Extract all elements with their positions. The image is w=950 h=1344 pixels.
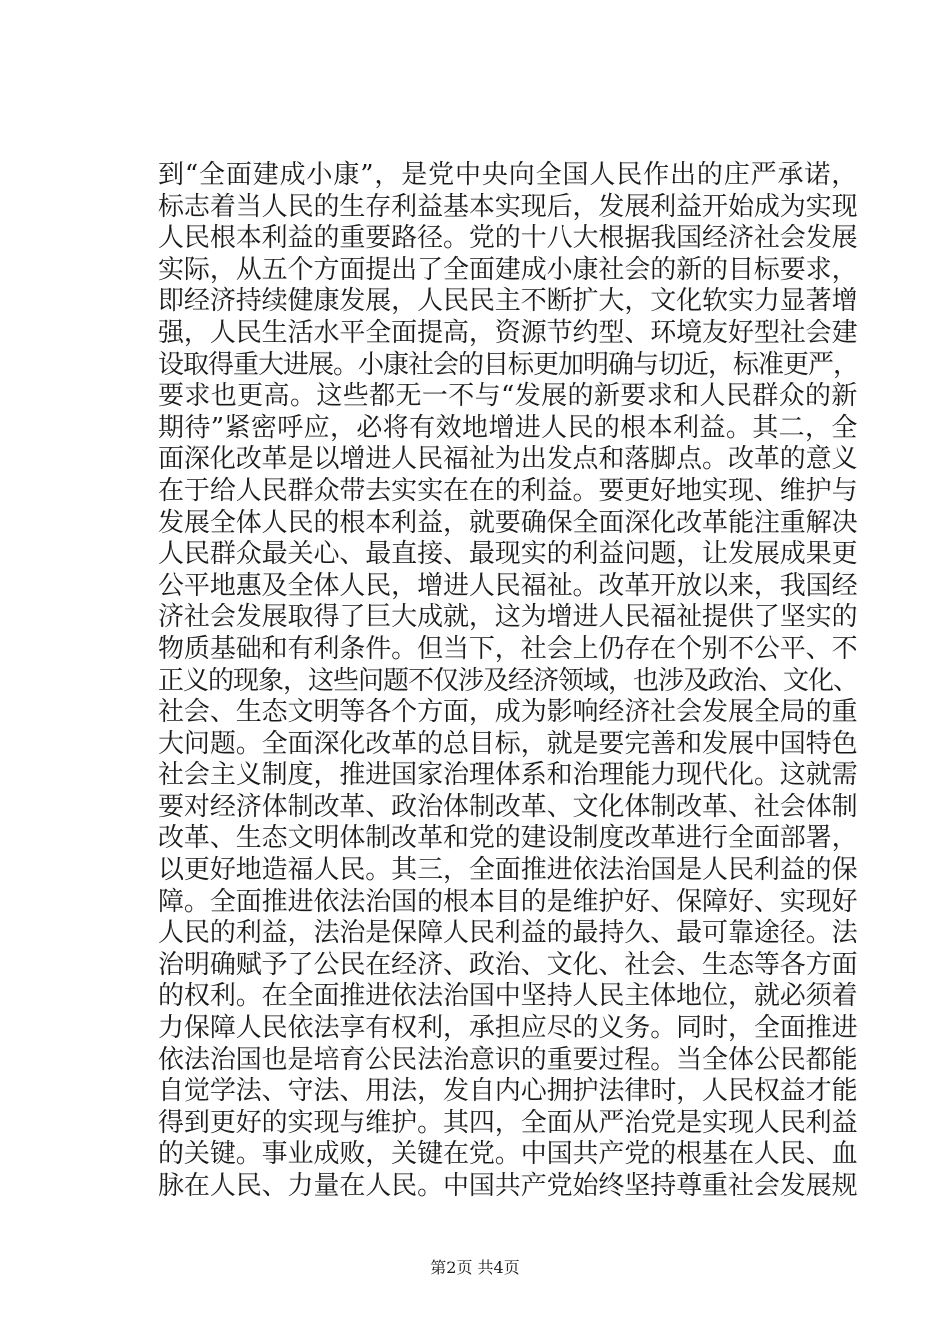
text-line: 社会主义制度，推进国家治理体系和治理能力现代化。这就需 <box>158 760 858 791</box>
text-line: 的关键。事业成败，关键在党。中国共产党的根基在人民、血 <box>158 1139 858 1170</box>
text-line: 设取得重大进展。小康社会的目标更加明确与切近，标准更严， <box>158 349 859 380</box>
text-line: 要求也更高。这些都无一不与“发展的新要求和人民群众的新 <box>158 381 858 412</box>
text-line: 正义的现象，这些问题不仅涉及经济领域，也涉及政治、文化、 <box>158 665 859 696</box>
text-line: 人民的利益，法治是保障人民利益的最持久、最可靠途径。法 <box>158 918 858 949</box>
text-line: 大问题。全面深化改革的总目标，就是要完善和发展中国特色 <box>158 728 858 759</box>
body-text <box>158 160 858 1203</box>
page-footer: 第2页 共4页 <box>430 1258 520 1277</box>
text-line: 得到更好的实现与维护。其四，全面从严治党是实现人民利益 <box>158 1107 858 1138</box>
text-line: 力保障人民依法享有权利，承担应尽的义务。同时，全面推进 <box>158 1013 858 1044</box>
text-line: 期待”紧密呼应，必将有效地增进人民的根本利益。其二，全 <box>158 412 858 443</box>
text-line: 物质基础和有利条件。但当下，社会上仍存在个别不公平、不 <box>158 633 858 664</box>
text-line: 发展全体人民的根本利益，就要确保全面深化改革能注重解决 <box>158 507 858 538</box>
text-line: 自觉学法、守法、用法，发自内心拥护法律时，人民权益才能 <box>158 1076 858 1107</box>
text-line: 改革、生态文明体制改革和党的建设制度改革进行全面部署， <box>158 823 858 854</box>
text-line: 标志着当人民的生存利益基本实现后，发展利益开始成为实现 <box>158 191 858 222</box>
text-line: 实际，从五个方面提出了全面建成小康社会的新的目标要求， <box>158 254 858 285</box>
text-line: 依法治国也是培育公民法治意识的重要过程。当全体公民都能 <box>158 1044 858 1075</box>
text-line: 脉在人民、力量在人民。中国共产党始终坚持尊重社会发展规 <box>158 1171 858 1201</box>
text-line: 以更好地造福人民。其三，全面推进依法治国是人民利益的保 <box>158 855 858 886</box>
text-line: 要对经济体制改革、政治体制改革、文化体制改革、社会体制 <box>158 791 858 822</box>
text-line: 即经济持续健康发展，人民民主不断扩大，文化软实力显著增 <box>158 286 858 317</box>
text-line: 社会、生态文明等各个方面，成为影响经济社会发展全局的重 <box>158 697 858 728</box>
text-line: 强，人民生活水平全面提高，资源节约型、环境友好型社会建 <box>158 317 858 348</box>
text-line: 在于给人民群众带去实实在在的利益。要更好地实现、维护与 <box>158 475 858 506</box>
text-line: 障。全面推进依法治国的根本目的是维护好、保障好、实现好 <box>158 886 858 917</box>
text-line: 人民群众最关心、最直接、最现实的利益问题，让发展成果更 <box>158 539 858 570</box>
text-line: 人民根本利益的重要路径。党的十八大根据我国经济社会发展 <box>158 223 858 254</box>
text-line: 治明确赋予了公民在经济、政治、文化、社会、生态等各方面 <box>158 949 858 980</box>
text-line: 到“全面建成小康”，是党中央向全国人民作出的庄严承诺， <box>158 160 859 190</box>
text-line: 公平地惠及全体人民，增进人民福祉。改革开放以来，我国经 <box>158 570 858 601</box>
text-line: 面深化改革是以增进人民福祉为出发点和落脚点。改革的意义 <box>158 444 858 475</box>
text-line: 的权利。在全面推进依法治国中坚持人民主体地位，就必须着 <box>158 981 858 1012</box>
text-line: 济社会发展取得了巨大成就，这为增进人民福祉提供了坚实的 <box>158 602 858 633</box>
